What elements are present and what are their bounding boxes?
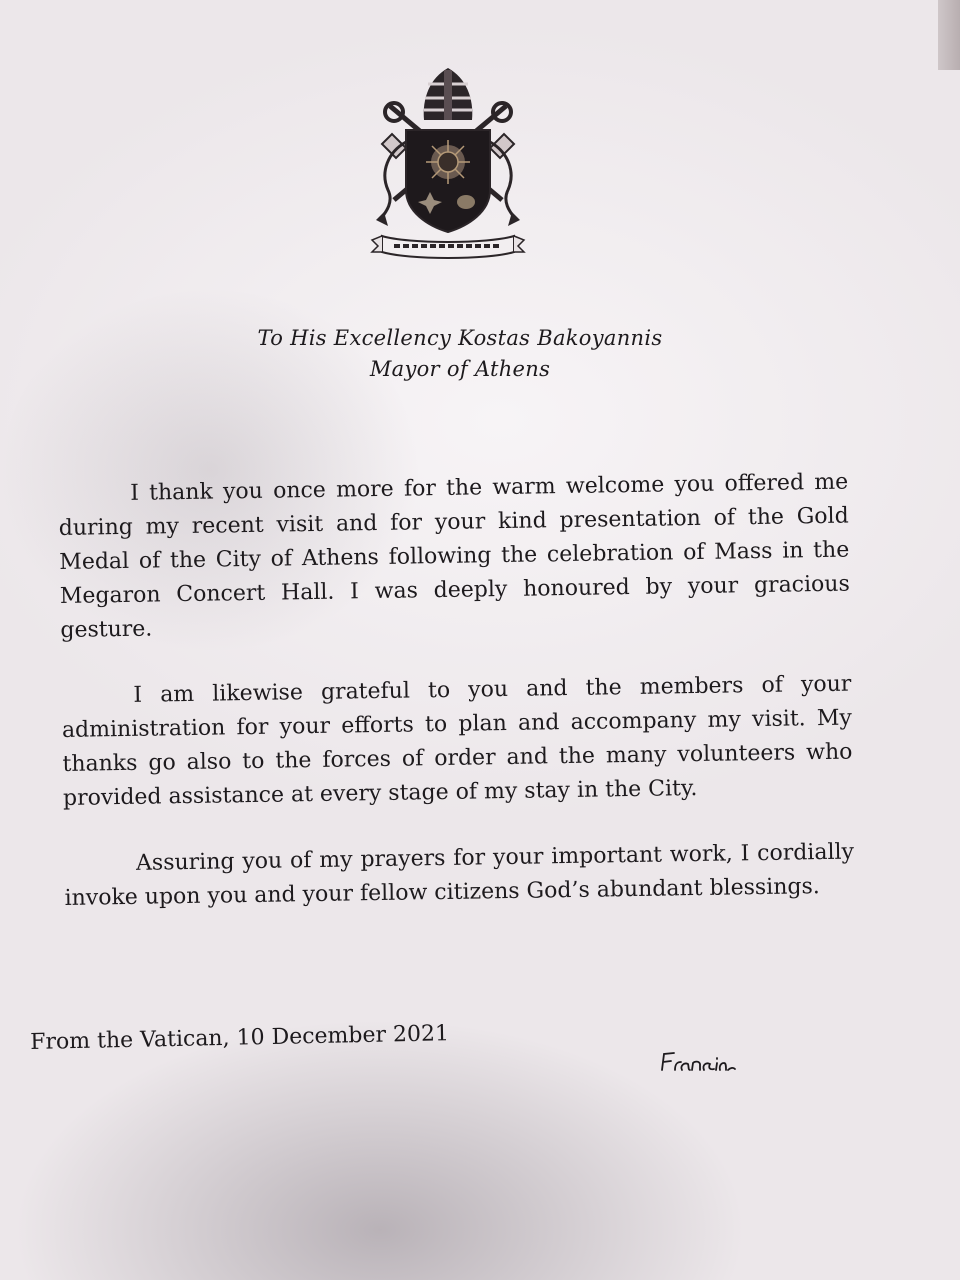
body-paragraph: Assuring you of my prayers for your important work, I cordially invoke upon you and your fellow citizens God’s abundant blessings. bbox=[64, 839, 855, 911]
handwritten-signature bbox=[658, 1048, 738, 1076]
place-and-date: From the Vatican, 10 December 2021 bbox=[30, 1021, 450, 1055]
paper-edge-strip bbox=[938, 0, 960, 70]
addressee-title: Mayor of Athens bbox=[369, 357, 551, 381]
letter-body bbox=[58, 466, 855, 948]
addressee-name: To His Excellency Kostas Bakoyannis bbox=[257, 326, 663, 350]
body-paragraph: I am likewise grateful to you and the members of your administration for your efforts to plan and accompany my visit. My thanks go also to the forces of order and the many volunteers who provided assistance at every stage of my stay in the City. bbox=[61, 671, 853, 811]
papal-coat-of-arms-icon bbox=[368, 62, 528, 260]
body-paragraph: I thank you once more for the warm welcome you offered me during my recent visit and for your kind presentation of the Gold Medal of the City of Athens following the celebration of Mass in the Megaron Concert Hall. I was deeply honoured by your gracious gesture. bbox=[58, 469, 850, 643]
